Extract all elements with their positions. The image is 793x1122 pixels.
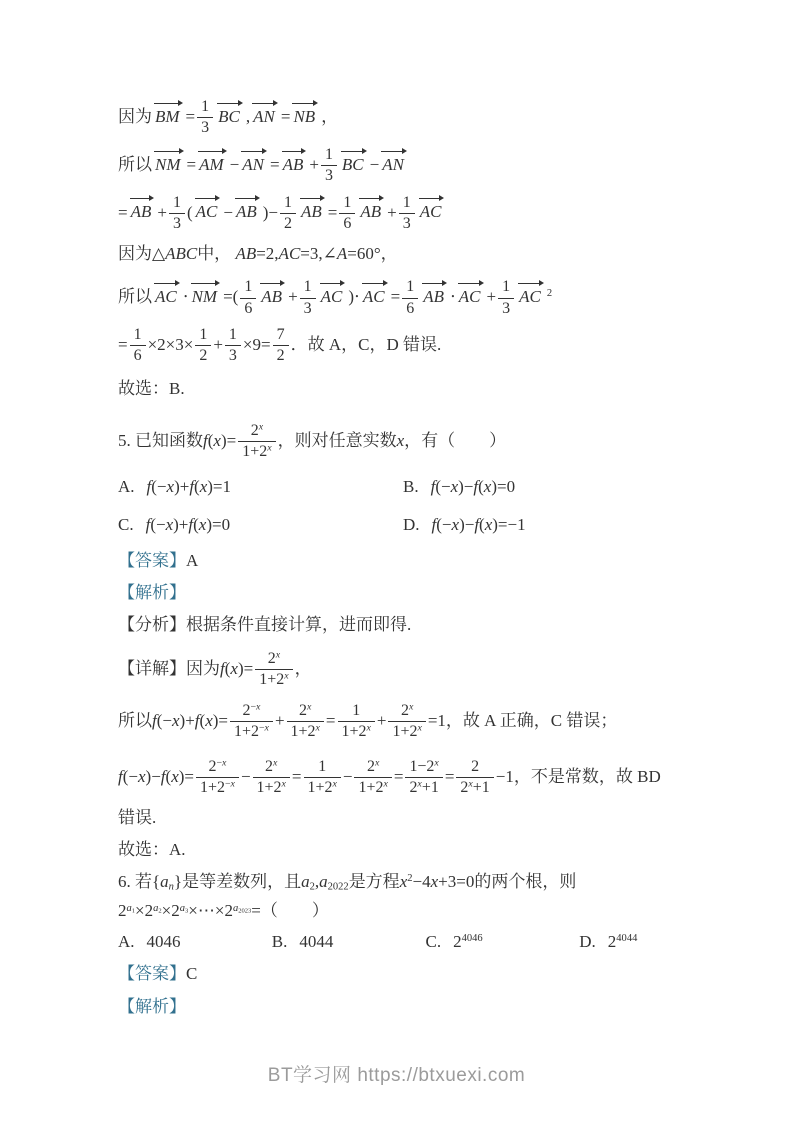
question6-option-b bbox=[272, 931, 426, 953]
option-formula: $2^{4046}$ bbox=[453, 932, 483, 952]
question6-jiexi-line bbox=[118, 996, 733, 1018]
answer-label: 【答案】 bbox=[118, 964, 186, 984]
answer-label: 【答案】 bbox=[118, 550, 186, 570]
watermark: BT学习网 https://btxuexi.com bbox=[267, 1065, 526, 1086]
document-page bbox=[118, 96, 733, 1018]
jiexi-label: 【解析】 bbox=[118, 582, 186, 602]
question6-answer-line bbox=[118, 963, 733, 985]
question5-stem: 5. 已知函数f(x)= $\frac{2^x}{1+2^x}$ ，则对任意实数x，有（ ） bbox=[118, 421, 507, 461]
question5-xiangjie-line: 【详解】因为f(x)= $\frac{2^x}{1+2^x}$ ， bbox=[118, 649, 312, 689]
question5-solution-line-2: f(−x)−f(x)= $\frac{2^{-x}}{1+2^{-x}}$ − $\frac{2^x}{1+2^x}$ = $\frac{1}{1+2^x}$ − $\frac{2^x}{1+2^x}$ = $\frac{1-2^x}{2^x+1}$ = $\frac{2}{2^x+1}$ −1，不是常数，故 BD bbox=[118, 757, 661, 796]
option-label: B. bbox=[271, 932, 288, 952]
question6-stem-line-2: $2^{a_1}\times 2^{a_2}\times 2^{a_3}\times\cdots\times 2^{a_{2023}}=$（ ） bbox=[118, 901, 329, 921]
fenxi-text: 根据条件直接计算，进而即得. bbox=[186, 614, 412, 634]
option-formula: f(−x)−f(x)=0 bbox=[430, 476, 516, 496]
option-formula: 4044 bbox=[299, 932, 334, 952]
question5-option-a bbox=[118, 476, 403, 498]
option-label: B. bbox=[403, 476, 419, 496]
question5-option-d bbox=[403, 514, 526, 536]
option-formula: f(−x)+f(x)=1 bbox=[146, 476, 232, 496]
question6-option-d bbox=[579, 931, 733, 953]
option-label: D. bbox=[403, 514, 420, 534]
solution4-line-4: 因为△ABC中， AB=2,AC=3,∠A=60°， bbox=[118, 244, 398, 264]
question5-conclusion: 故选：A. bbox=[118, 840, 186, 860]
option-label: D. bbox=[579, 932, 596, 952]
question6-options-row bbox=[118, 931, 733, 953]
question5-option-b bbox=[403, 476, 515, 498]
solution4-conclusion: 故选：B. bbox=[118, 378, 185, 398]
solution4-line-2: 所以 NM = AM − AN = AB + $\frac{1}{3}$ BC − AN bbox=[118, 145, 404, 185]
answer-value: A bbox=[186, 550, 199, 570]
question6-option-a bbox=[118, 931, 272, 953]
question5-fenxi-line bbox=[118, 614, 733, 636]
answer-value: C bbox=[186, 964, 198, 984]
option-label: C. bbox=[425, 932, 442, 952]
question5-jiexi-line bbox=[118, 582, 733, 604]
solution4-line-5: 所以 AC ⋅ NM =( $\frac{1}{6}$ AB + $\frac{1}{3}$ AC )⋅ AC = $\frac{1}{6}$ AB ⋅ AC + $\frac{1}{3}$ AC $^2$ bbox=[118, 278, 553, 317]
solution4-line-3: = AB + $\frac{1}{3}$ ( AC − AB )− $\frac{1}{2}$ AB = $\frac{1}{6}$ AB + $\frac{1}{3}$ AC bbox=[118, 193, 442, 232]
solution4-line-6: = $\frac{1}{6}$ ×2×3× $\frac{1}{2}$ + $\frac{1}{3}$ ×9= $\frac{7}{2}$ ．故 A，C，D 错误. bbox=[118, 325, 442, 365]
option-label: A. bbox=[118, 476, 135, 496]
option-formula: f(−x)−f(x)=−1 bbox=[431, 514, 526, 534]
question5-option-c bbox=[118, 514, 403, 536]
question5-solution-continuation: 错误. bbox=[118, 808, 157, 828]
question6-option-c bbox=[426, 931, 580, 953]
question5-options-row-1 bbox=[118, 476, 733, 498]
option-formula: 4046 bbox=[146, 932, 181, 952]
option-formula: $2^{4044}$ bbox=[607, 932, 638, 952]
option-formula: f(−x)+f(x)=0 bbox=[145, 514, 231, 534]
question5-options-row-2 bbox=[118, 514, 733, 536]
jiexi-label: 【解析】 bbox=[118, 996, 186, 1016]
option-label: A. bbox=[118, 932, 135, 952]
question6-stem-line-1: 6. 若$\{a_n\}$是等差数列，且$a_2,a_{2022}$是方程$x^2-4x+3=0$的两个根，则 bbox=[118, 872, 577, 894]
fenxi-label: 【分析】 bbox=[118, 614, 186, 634]
solution4-line-1: 因为 BM = $\frac{1}{3}$ BC , AN = NB ， bbox=[118, 98, 339, 137]
question5-solution-line-1: 所以f(−x)+f(x)= $\frac{2^{-x}}{1+2^{-x}}$ + $\frac{2^x}{1+2^x}$ = $\frac{1}{1+2^x}$ + $\frac{2^x}{1+2^x}$ =1，故 A 正确，C 错误； bbox=[118, 701, 618, 741]
question5-answer-line bbox=[118, 550, 733, 572]
option-label: C. bbox=[118, 514, 134, 534]
